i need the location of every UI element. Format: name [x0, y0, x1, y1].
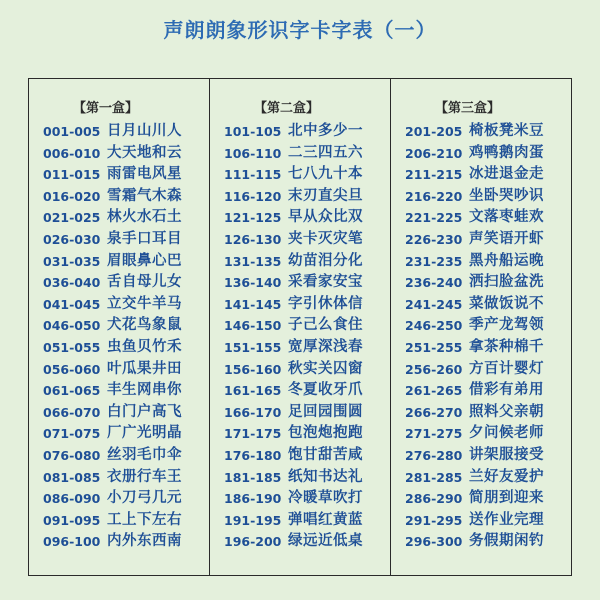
- table-row: [405, 402, 571, 424]
- table-row: [43, 229, 209, 251]
- table-row: [224, 164, 390, 186]
- table-row: [405, 272, 571, 294]
- card-characters: 林火水石土: [107, 209, 182, 226]
- table-row: [224, 380, 390, 402]
- card-characters: 绿远近低桌: [288, 533, 363, 550]
- card-characters: 包泡炮抱跑: [288, 425, 363, 442]
- table-row: [405, 207, 571, 229]
- table-row: [224, 207, 390, 229]
- card-characters: 照料父亲朝: [469, 403, 544, 420]
- table-row: [405, 186, 571, 208]
- table-row: [224, 402, 390, 424]
- table-row: [405, 531, 571, 553]
- card-characters: 大天地和云: [107, 144, 182, 161]
- card-range: 296-300: [405, 534, 463, 550]
- table-row: [224, 143, 390, 165]
- table-row: [43, 510, 209, 532]
- card-range: 016-020: [43, 188, 101, 204]
- table-row: [43, 423, 209, 445]
- table-row: [405, 359, 571, 381]
- card-characters: 黑舟船运晚: [469, 252, 544, 269]
- table-row: [43, 143, 209, 165]
- card-characters: 犬花鸟象鼠: [107, 317, 182, 334]
- card-characters: 声笑语开虾: [469, 230, 544, 247]
- table-row: [405, 294, 571, 316]
- card-range: 011-015: [43, 167, 101, 183]
- card-characters: 鸡鸭鹅肉蛋: [469, 144, 544, 161]
- card-characters: 文落枣蛙欢: [469, 209, 544, 226]
- card-range: 206-210: [405, 145, 463, 161]
- card-characters: 采看家安宝: [288, 274, 363, 291]
- card-range: 216-220: [405, 188, 463, 204]
- table-row: [224, 251, 390, 273]
- table-row: [224, 510, 390, 532]
- table-row: [405, 510, 571, 532]
- table-row: [405, 251, 571, 273]
- table-row: [405, 337, 571, 359]
- card-characters: 字引休体信: [288, 295, 363, 312]
- card-range: 261-265: [405, 383, 463, 399]
- card-range: 161-165: [224, 383, 282, 399]
- card-range: 026-030: [43, 231, 101, 247]
- card-range: 146-150: [224, 318, 282, 334]
- table-row: [224, 121, 390, 143]
- table-row: [43, 251, 209, 273]
- card-range: 271-275: [405, 426, 463, 442]
- card-range: 121-125: [224, 210, 282, 226]
- table-row: [43, 402, 209, 424]
- card-characters: 北中多少一: [288, 123, 363, 139]
- table-row: [224, 337, 390, 359]
- table-row: [43, 488, 209, 510]
- card-characters: 末刃直尖旦: [288, 187, 363, 204]
- card-range: 256-260: [405, 361, 463, 377]
- card-characters: 夹卡灭灾笔: [288, 230, 363, 247]
- table-row: [43, 272, 209, 294]
- table-row: [224, 488, 390, 510]
- card-range: 236-240: [405, 275, 463, 291]
- table-row: [405, 467, 571, 489]
- card-range: 191-195: [224, 512, 282, 528]
- table-row: [43, 164, 209, 186]
- card-characters: 冰进退金走: [469, 166, 544, 183]
- card-range: 181-185: [224, 469, 282, 485]
- card-characters: 椅板凳米豆: [469, 123, 544, 139]
- table-row: [43, 294, 209, 316]
- box-title: 【第一盒】: [73, 101, 139, 116]
- card-range: 246-250: [405, 318, 463, 334]
- card-characters: 日月山川人: [107, 123, 182, 139]
- box-column-3: [390, 79, 571, 575]
- table-row: [224, 423, 390, 445]
- table-row: [224, 315, 390, 337]
- table-row: [43, 445, 209, 467]
- card-characters: 坐卧哭吵识: [469, 187, 544, 204]
- table-row: [43, 380, 209, 402]
- card-characters: 工上下左右: [107, 511, 182, 528]
- card-range: 156-160: [224, 361, 282, 377]
- table-row: [43, 467, 209, 489]
- card-characters: 虫鱼贝竹禾: [107, 338, 182, 355]
- card-characters: 冬夏收牙爪: [288, 382, 363, 399]
- card-characters: 足回园围圆: [288, 403, 363, 420]
- table-row: [405, 315, 571, 337]
- card-range: 086-090: [43, 491, 101, 507]
- table-row: [405, 164, 571, 186]
- card-characters: 子己么食住: [288, 317, 363, 334]
- card-characters: 方百计婴灯: [469, 360, 544, 377]
- card-range: 221-225: [405, 210, 463, 226]
- card-range: 166-170: [224, 404, 282, 420]
- table-row: [405, 380, 571, 402]
- card-characters: 小刀弓几元: [107, 490, 182, 507]
- character-table: [28, 78, 572, 576]
- card-range: 091-095: [43, 512, 101, 528]
- card-range: 041-045: [43, 296, 101, 312]
- card-characters: 借彩有弟用: [469, 382, 544, 399]
- table-row: [405, 229, 571, 251]
- card-characters: 泉手口耳目: [107, 230, 182, 247]
- card-range: 101-105: [224, 124, 282, 139]
- card-characters: 幼苗泪分化: [288, 252, 363, 269]
- card-characters: 二三四五六: [288, 144, 363, 161]
- card-range: 276-280: [405, 447, 463, 463]
- card-range: 056-060: [43, 361, 101, 377]
- card-range: 231-235: [405, 253, 463, 269]
- card-characters: 七八九十本: [288, 166, 363, 183]
- card-characters: 叶瓜果井田: [107, 360, 182, 377]
- card-characters: 冷暖草吹打: [288, 490, 363, 507]
- page-title: 声朗朗象形识字卡字表（一）: [163, 18, 437, 42]
- card-characters: 送作业完理: [469, 511, 544, 528]
- card-range: 106-110: [224, 145, 282, 161]
- table-row: [43, 359, 209, 381]
- card-range: 116-120: [224, 188, 282, 204]
- table-row: [224, 531, 390, 553]
- card-characters: 丰生网串你: [107, 382, 182, 399]
- table-row: [405, 121, 571, 143]
- card-characters: 雨雷电风星: [107, 166, 182, 183]
- card-range: 281-285: [405, 469, 463, 485]
- card-range: 201-205: [405, 124, 463, 139]
- card-range: 211-215: [405, 167, 463, 183]
- card-characters: 菜做饭说不: [469, 295, 544, 312]
- table-row: [43, 121, 209, 143]
- card-characters: 兰好友爱护: [469, 468, 544, 485]
- box-title: 【第三盒】: [435, 101, 501, 116]
- card-range: 071-075: [43, 426, 101, 442]
- box-column-2: [209, 79, 390, 575]
- card-characters: 眉眼鼻心巴: [107, 252, 182, 269]
- card-range: 096-100: [43, 534, 101, 550]
- card-characters: 纸知书达礼: [288, 468, 363, 485]
- card-characters: 季产龙驾领: [469, 317, 544, 334]
- card-characters: 白门户高飞: [107, 403, 182, 420]
- table-row: [43, 315, 209, 337]
- table-row: [405, 143, 571, 165]
- card-characters: 务假期闲钓: [469, 533, 544, 550]
- card-range: 111-115: [224, 167, 282, 183]
- table-row: [224, 359, 390, 381]
- table-row: [224, 272, 390, 294]
- table-row: [405, 488, 571, 510]
- card-characters: 宽厚深浅春: [288, 338, 363, 355]
- card-characters: 讲架服接受: [469, 446, 544, 463]
- card-range: 021-025: [43, 210, 101, 226]
- card-range: 126-130: [224, 231, 282, 247]
- card-range: 251-255: [405, 339, 463, 355]
- box-title: 【第二盒】: [254, 101, 320, 116]
- card-range: 006-010: [43, 145, 101, 161]
- card-range: 266-270: [405, 404, 463, 420]
- card-characters: 舌自母儿女: [107, 274, 182, 291]
- card-characters: 雪霜气木森: [107, 187, 182, 204]
- card-characters: 拿茶种棉千: [469, 338, 544, 355]
- card-range: 036-040: [43, 275, 101, 291]
- card-range: 196-200: [224, 534, 282, 550]
- table-row: [43, 186, 209, 208]
- card-range: 081-085: [43, 469, 101, 485]
- card-characters: 立交牛羊马: [107, 295, 182, 312]
- card-range: 151-155: [224, 339, 282, 355]
- card-characters: 秋实关囚窗: [288, 360, 363, 377]
- card-range: 061-065: [43, 383, 101, 399]
- table-row: [224, 294, 390, 316]
- card-characters: 内外东西南: [107, 533, 182, 550]
- card-range: 176-180: [224, 447, 282, 463]
- card-range: 066-070: [43, 404, 101, 420]
- card-range: 051-055: [43, 339, 101, 355]
- card-characters: 饱甘甜苦咸: [288, 446, 363, 463]
- card-range: 286-290: [405, 491, 463, 507]
- card-characters: 简朋到迎来: [469, 490, 544, 507]
- table-row: [224, 445, 390, 467]
- table-row: [224, 229, 390, 251]
- card-range: 141-145: [224, 296, 282, 312]
- card-range: 136-140: [224, 275, 282, 291]
- card-characters: 丝羽毛巾伞: [107, 446, 182, 463]
- table-row: [43, 531, 209, 553]
- card-range: 226-230: [405, 231, 463, 247]
- table-row: [405, 423, 571, 445]
- card-characters: 洒扫脸盆洗: [469, 274, 544, 291]
- card-range: 131-135: [224, 253, 282, 269]
- card-range: 291-295: [405, 512, 463, 528]
- card-range: 171-175: [224, 426, 282, 442]
- card-characters: 早从众比双: [288, 209, 363, 226]
- card-range: 241-245: [405, 296, 463, 312]
- table-row: [224, 186, 390, 208]
- card-range: 186-190: [224, 491, 282, 507]
- table-row: [405, 445, 571, 467]
- card-range: 046-050: [43, 318, 101, 334]
- table-row: [43, 337, 209, 359]
- card-characters: 弹唱红黄蓝: [288, 511, 363, 528]
- card-range: 076-080: [43, 447, 101, 463]
- card-characters: 衣册行车王: [107, 468, 182, 485]
- card-range: 031-035: [43, 253, 101, 269]
- table-row: [224, 467, 390, 489]
- card-range: 001-005: [43, 124, 101, 139]
- box-column-1: [29, 79, 209, 575]
- card-characters: 夕问候老师: [469, 425, 544, 442]
- card-characters: 厂广光明晶: [107, 425, 182, 442]
- table-row: [43, 207, 209, 229]
